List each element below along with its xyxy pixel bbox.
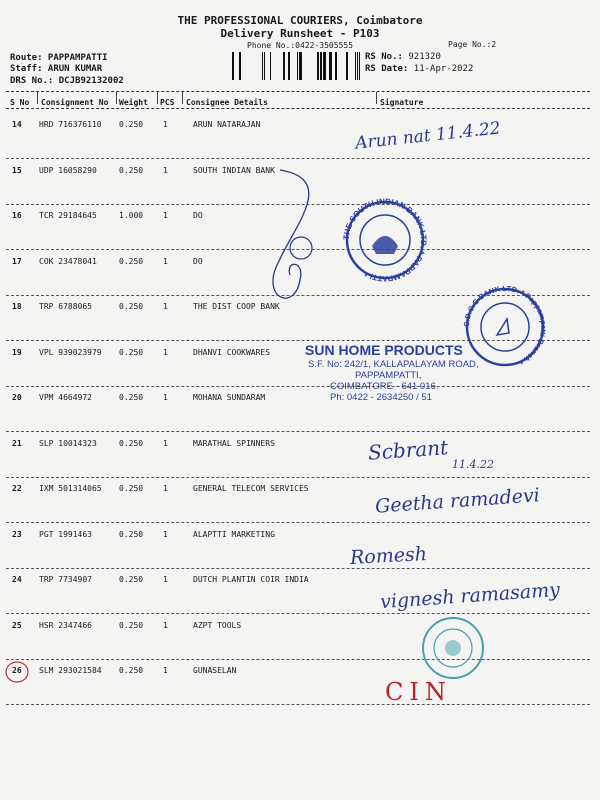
signature-row24: vignesh ramasamy (379, 578, 561, 614)
row-consignment-no: TCR 29184645 (39, 211, 97, 220)
row-sno: 15 (12, 165, 22, 175)
rs-date-label: RS Date: (365, 64, 409, 74)
row-pcs: 1 (163, 256, 168, 266)
row-weight: 0.250 (119, 575, 144, 584)
row-sno: 17 (12, 256, 22, 266)
row-consignment-no: COK 23478041 (39, 256, 97, 266)
row-consignee: GUNASELAN (193, 666, 237, 675)
row-consignment-no: IXM 501314065 (39, 484, 102, 493)
row-consignee: GENERAL TELECOM SERVICES (193, 484, 309, 493)
row-consignment-no: SLM 293021584 (39, 666, 102, 675)
col-consignment: Consignment No (41, 98, 109, 107)
row-pcs: 1 (163, 302, 168, 311)
signature-row26: CIN (385, 678, 452, 706)
row-sno: 19 (12, 347, 22, 357)
handwritten-circle (290, 237, 312, 259)
row-pcs: 1 (163, 666, 168, 675)
small-round-stamp (423, 618, 483, 678)
row-sno: 21 (12, 438, 22, 448)
row-weight: 0.250 (119, 484, 144, 493)
row-sno: 26 (12, 666, 22, 675)
row-consignment-no: TRP 6788065 (39, 302, 92, 311)
row-pcs: 1 (163, 211, 168, 220)
row-weight: 0.250 (119, 120, 144, 129)
row-consignment-no: VPL 939023979 (39, 347, 102, 357)
row-pcs: 1 (163, 529, 168, 539)
drs-number: DRS No.: DCJB92132002 (10, 76, 124, 86)
row-weight: 0.250 (119, 438, 144, 448)
row-pcs: 1 (163, 165, 168, 175)
phone-number: Phone No.:0422-3505555 (247, 41, 353, 50)
row-consignee: DO (193, 256, 203, 266)
row-consignment-no: SLP 10014323 (39, 438, 97, 448)
row26-circle-mark (6, 662, 28, 682)
row-sno: 18 (12, 302, 22, 311)
sun-home-stamp-line2: PAPPAMPATTI, (355, 370, 422, 381)
row-weight: 0.250 (119, 529, 144, 539)
rs-number-label: RS No.: (365, 52, 403, 62)
sun-home-stamp-line3: COIMBATORE - 641 016. (330, 381, 439, 392)
row-consignee: AZPT TOOLS (193, 620, 242, 630)
row-consignment-no: VPM 4664972 (39, 393, 92, 402)
svg-text:C.D.C.C BANK LTD. * Pappampatt (462, 284, 548, 367)
row-sno: 22 (12, 484, 22, 493)
row-sno: 23 (12, 529, 22, 539)
rs-number-value: 921320 (408, 52, 441, 62)
row-consignment-no: PGT 1991463 (39, 529, 92, 539)
row-consignee: DHANVI COOKWARES (193, 347, 271, 357)
row-weight: 0.250 (119, 165, 144, 175)
row-weight: 0.250 (119, 347, 144, 357)
rs-date-value: 11-Apr-2022 (413, 64, 474, 74)
signature-row22: Geetha ramadevi (374, 484, 541, 518)
row-consignment-no: HSR 2347466 (39, 620, 92, 630)
row-consignee: MOHANA SUNDARAM (193, 393, 266, 402)
staff: Staff: ARUN KUMAR (10, 64, 103, 74)
row-pcs: 1 (163, 438, 168, 448)
row-sno: 14 (12, 120, 22, 129)
col-consignee: Consignee Details (186, 98, 268, 107)
signature-row14: Arun nat 11.4.22 (354, 118, 502, 154)
company-title: THE PROFESSIONAL COURIERS, Coimbatore (177, 14, 423, 27)
signature-row21-date: 11.4.22 (452, 458, 494, 471)
row-sno: 25 (12, 620, 22, 630)
sun-home-stamp-line4: Ph: 0422 - 2634250 / 51 (330, 392, 432, 403)
sun-home-stamp-name: SUN HOME PRODUCTS (305, 342, 463, 358)
col-weight: Weight (119, 98, 148, 107)
coop-bank-stamp (462, 284, 548, 367)
signature-row23: Romesh (349, 543, 428, 569)
row-pcs: 1 (163, 347, 168, 357)
row-weight: 0.250 (119, 302, 144, 311)
row-weight: 1.000 (119, 211, 144, 220)
row-consignee: DUTCH PLANTIN COIR INDIA (193, 575, 309, 584)
row-sno: 24 (12, 575, 22, 584)
row-consignee: ALAPTTI MARKETING (193, 529, 275, 539)
row-pcs: 1 (163, 120, 168, 129)
row-consignee: DO (193, 211, 203, 220)
row-pcs: 1 (163, 484, 168, 493)
page-number: Page No.:2 (448, 40, 497, 49)
row-consignee: MARATHAL SPINNERS (193, 438, 275, 448)
row-consignment-no: UDP 16058290 (39, 165, 97, 175)
col-signature: Signature (380, 98, 424, 107)
signature-row21-name: Scbrant (367, 435, 449, 465)
row-weight: 0.250 (119, 393, 144, 402)
handwritten-stroke (273, 170, 309, 298)
row-pcs: 1 (163, 620, 168, 630)
col-pcs: PCS (160, 98, 175, 107)
runsheet-title: Delivery Runsheet - P103 (220, 27, 380, 40)
row-sno: 20 (12, 393, 22, 402)
row-consignment-no: TRP 7734907 (39, 575, 92, 584)
row-weight: 0.250 (119, 620, 144, 630)
coop-bank-ring-text: C.D.C.C BANK LTD. * Pappampatti Branch * (461, 283, 549, 367)
row-consignment-no: HRD 716376110 (39, 120, 102, 129)
south-indian-bank-ring-text: THE SOUTH INDIAN BANK LTD. * PAPPAMPATTI * (341, 196, 429, 284)
row-weight: 0.250 (119, 256, 144, 266)
sun-home-stamp-line1: S.F. No: 242/1, KALLAPALAYAM ROAD, (308, 359, 479, 370)
row-consignee: ARUN NATARAJAN (193, 120, 261, 129)
row-pcs: 1 (163, 575, 168, 584)
route: Route: PAPPAMPATTI (10, 53, 108, 63)
col-sno: S No (10, 98, 30, 107)
row-weight: 0.250 (119, 666, 144, 675)
row-sno: 16 (12, 211, 22, 220)
south-indian-bank-stamp (342, 197, 428, 283)
row-pcs: 1 (163, 393, 168, 402)
row-consignee: THE DIST COOP BANK (193, 302, 280, 311)
row-consignee: SOUTH INDIAN BANK (193, 165, 275, 175)
